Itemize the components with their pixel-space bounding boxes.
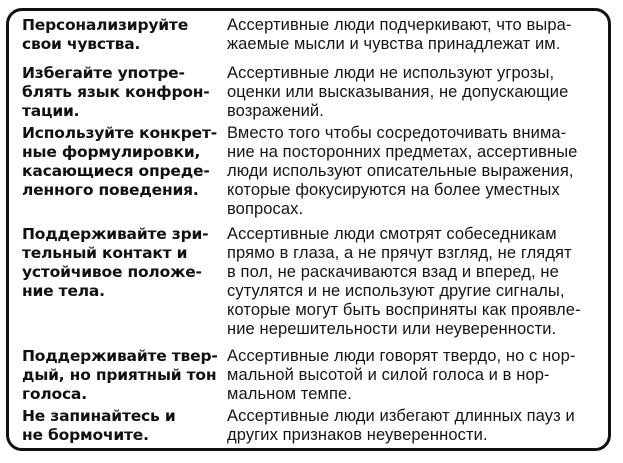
desc-line: Вместо того чтобы сосредоточивать внима- bbox=[227, 124, 567, 142]
desc-line: Ассертивные люди избегают длинных пауз и bbox=[227, 407, 575, 425]
desc-line: других признаков неуверенности. bbox=[227, 426, 488, 444]
term-line: Не запинайтесь и bbox=[22, 407, 176, 425]
term-line: не бормочите. bbox=[22, 426, 149, 444]
term-line: ленного поведения. bbox=[22, 181, 199, 199]
term-line: Персонализируйте bbox=[22, 16, 189, 34]
desc-line: вопросах. bbox=[227, 200, 304, 218]
term-line: Избегайте употре- bbox=[22, 64, 185, 82]
row-description bbox=[227, 16, 612, 54]
term-line: устойчивое положе- bbox=[22, 263, 202, 281]
desc-line: оценки или высказывания, не допускающие bbox=[227, 83, 569, 101]
row-description bbox=[227, 347, 612, 404]
desc-line: Ассертивные люди не используют угрозы, bbox=[227, 64, 555, 82]
desc-line: Ассертивные люди говорят твердо, но с нор- bbox=[227, 347, 576, 365]
term-line: ние тела. bbox=[22, 282, 105, 300]
row-term bbox=[22, 225, 222, 301]
desc-line: Ассертивные люди смотрят собеседникам bbox=[227, 225, 557, 243]
row-term bbox=[22, 347, 222, 404]
term-line: Поддерживайте зри- bbox=[22, 225, 209, 243]
term-line: Поддерживайте твер- bbox=[22, 347, 218, 365]
desc-line: Ассертивные люди подчеркивают, что выра- bbox=[227, 16, 572, 34]
term-line: дый, но приятный тон bbox=[22, 366, 217, 384]
row-description bbox=[227, 225, 612, 339]
row-term bbox=[22, 64, 222, 121]
term-line: тации. bbox=[22, 102, 80, 120]
term-line: блять язык конфрон- bbox=[22, 83, 210, 101]
term-line: тельный контакт и bbox=[22, 244, 188, 262]
row-term bbox=[22, 407, 222, 445]
desc-line: которые могут быть восприняты как проявле- bbox=[227, 301, 581, 319]
row-description bbox=[227, 124, 612, 219]
desc-line: люди используют описательные выражения, bbox=[227, 162, 574, 180]
desc-line: сутулятся и не используют другие сигналы, bbox=[227, 282, 565, 300]
term-line: ные формулировки, bbox=[22, 143, 201, 161]
row-description bbox=[227, 407, 612, 445]
term-line: свои чувства. bbox=[22, 35, 141, 53]
desc-line: прямо в глаза, а не прячут взгляд, не глядят bbox=[227, 244, 572, 262]
term-line: голоса. bbox=[22, 385, 87, 403]
desc-line: возражений. bbox=[227, 102, 324, 120]
desc-line: мальном темпе. bbox=[227, 385, 352, 403]
desc-line: которые фокусируются на более уместных bbox=[227, 181, 560, 199]
row-description bbox=[227, 64, 612, 121]
desc-line: ние на посторонних предметах, ассертивные bbox=[227, 143, 578, 161]
guidelines-table bbox=[6, 8, 611, 451]
desc-line: в пол, не раскачиваются взад и вперед, не bbox=[227, 263, 559, 281]
row-term bbox=[22, 16, 222, 54]
desc-line: мальной высотой и силой голоса и в нор- bbox=[227, 366, 550, 384]
row-term bbox=[22, 124, 222, 200]
desc-line: ние нерешительности или неуверенности. bbox=[227, 320, 557, 338]
desc-line: жаемые мысли и чувства принадлежат им. bbox=[227, 35, 561, 53]
term-line: касающиеся опреде- bbox=[22, 162, 210, 180]
term-line: Используйте конкрет- bbox=[22, 124, 217, 142]
